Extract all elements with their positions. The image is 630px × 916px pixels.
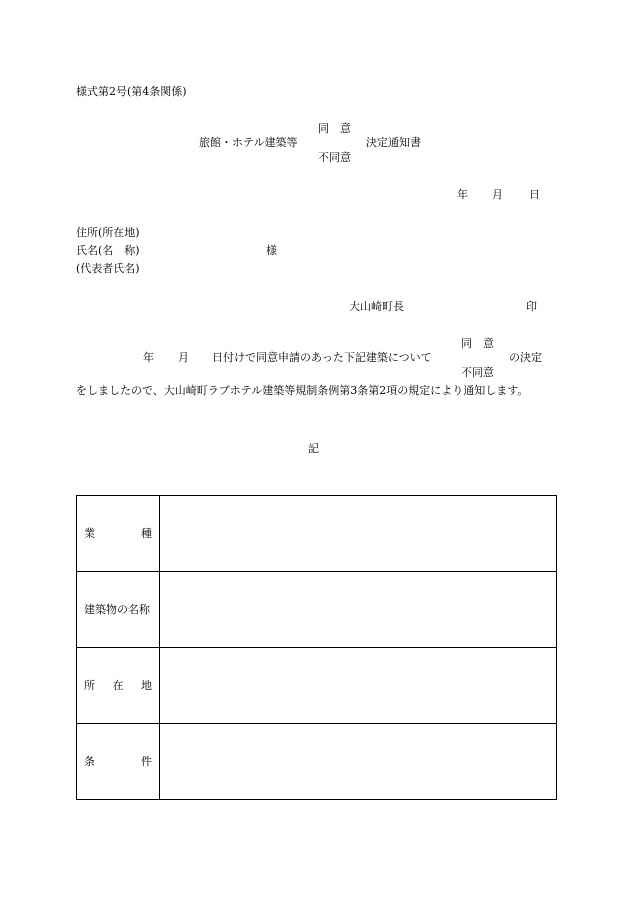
row-value-cell (160, 648, 557, 724)
row-label-part: 地 (141, 679, 152, 692)
date-month: 月 (492, 188, 503, 201)
row-label-part: 所 (84, 679, 95, 692)
date-year: 年 (457, 188, 468, 201)
row-label-cell (77, 572, 160, 648)
honorific: 様 (266, 244, 277, 257)
title-option-disagree: 不同意 (318, 151, 351, 164)
page-title: 旅館・ホテル建築等 (199, 136, 298, 149)
note-heading: 記 (308, 442, 319, 455)
row-label-part: 建築物の名称 (84, 603, 150, 616)
row-label-cell (77, 648, 160, 724)
row-label-part: 条 (84, 755, 95, 768)
details-table (76, 495, 557, 800)
row-value-cell (160, 724, 557, 800)
body-line2: をしましたので、大山崎町ラブホテル建築等規制条例第3条第2項の規定により通知します。 (76, 384, 529, 397)
row-value-cell (160, 572, 557, 648)
address-label: 住所(所在地) (76, 226, 140, 239)
representative-label: (代表者氏名) (76, 262, 140, 275)
table-row (77, 496, 557, 572)
body-year: 年 (143, 351, 154, 364)
body-option-disagree: 不同意 (461, 366, 494, 379)
name-label: 氏名(名 称) (76, 244, 140, 257)
title-option-agree: 同 意 (318, 122, 351, 135)
body-option-agree: 同 意 (461, 337, 494, 350)
row-label-part: 種 (141, 527, 152, 540)
body-line1: 日付けで同意申請のあった下記建築について (212, 351, 432, 364)
form-number: 様式第2号(第4条関係) (76, 85, 187, 98)
table-row (77, 724, 557, 800)
seal-mark: 印 (526, 300, 537, 313)
table-row (77, 648, 557, 724)
date-day: 日 (529, 188, 540, 201)
row-label-part: 在 (112, 679, 124, 692)
body-line1-end: の決定 (509, 351, 542, 364)
row-label-cell (77, 496, 160, 572)
issuer-name: 大山崎町長 (349, 300, 404, 313)
table-row (77, 572, 557, 648)
body-month: 月 (178, 351, 189, 364)
row-label-part: 件 (141, 755, 152, 768)
row-label-cell (77, 724, 160, 800)
row-value-cell (160, 496, 557, 572)
title-suffix: 決定通知書 (366, 136, 421, 149)
row-label-part: 業 (84, 527, 95, 540)
